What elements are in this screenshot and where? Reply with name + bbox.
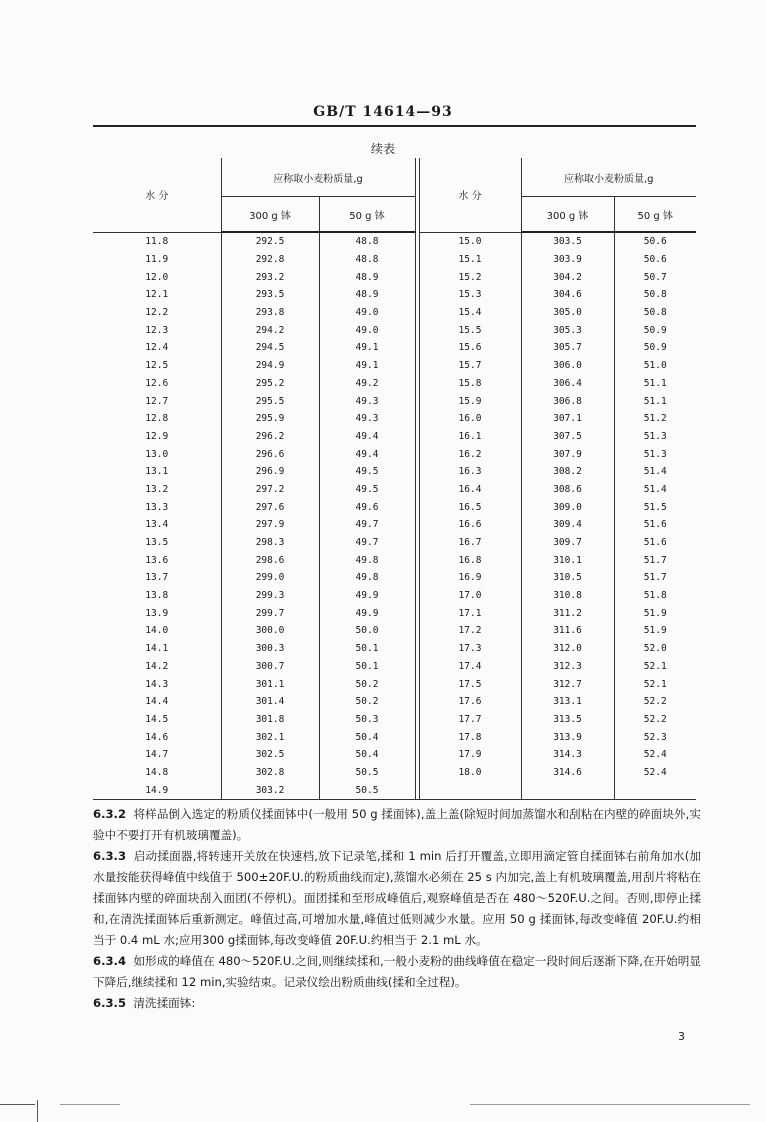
cell-water-right: 17.4 (419, 658, 521, 676)
cell-weight-300g-right: 306.8 (521, 392, 614, 410)
cell-weight-50g-right: 52.0 (643, 643, 667, 655)
cell-weight-300g-right: 306.0 (521, 357, 614, 375)
cell-water-left: 12.0 (93, 268, 221, 286)
table-row (93, 251, 696, 269)
cell-weight-50g-right: 51.6 (643, 537, 667, 549)
cell-water-right: 17.0 (419, 587, 521, 605)
cell-weight-300g-left: 302.8 (221, 764, 319, 782)
cell-weight-300g-right (521, 781, 614, 799)
cell-weight-50g-left: 49.2 (355, 377, 379, 389)
cell-weight-300g-right: 304.2 (521, 268, 614, 286)
cell-weight-300g-right: 314.3 (521, 746, 614, 764)
cell-water-left: 12.2 (93, 304, 221, 322)
cell-weight-300g-left: 297.6 (221, 498, 319, 516)
cell-weight-300g-left: 297.2 (221, 481, 319, 499)
cell-weight-50g-right: 52.2 (643, 713, 667, 725)
cell-weight-300g-left: 293.2 (221, 268, 319, 286)
cell-weight-300g-left: 296.2 (221, 428, 319, 446)
cell-weight-50g-right (614, 781, 696, 799)
cell-water-right: 17.8 (419, 728, 521, 746)
cell-weight-300g-left: 299.0 (221, 569, 319, 587)
cell-weight-50g-left: 49.5 (355, 483, 379, 495)
table-row (93, 604, 696, 622)
cell-weight-50g-left: 49.8 (355, 572, 379, 584)
cell-weight-300g-right: 305.7 (521, 339, 614, 357)
cell-water-right (419, 781, 521, 799)
cell-weight-50g-right: 51.1 (643, 377, 667, 389)
cell-weight-300g-right: 307.9 (521, 445, 614, 463)
cell-weight-300g-left: 293.5 (221, 286, 319, 304)
cell-weight-50g-left: 49.6 (355, 501, 379, 513)
cell-weight-50g-left: 49.9 (355, 590, 379, 602)
cell-water-right: 16.3 (419, 463, 521, 481)
cell-weight-50g-left: 49.5 (355, 466, 379, 478)
cell-water-left: 12.4 (93, 339, 221, 357)
cell-weight-50g-left: 49.1 (355, 360, 379, 372)
table-row (93, 339, 696, 357)
cell-weight-300g-right: 303.9 (521, 251, 614, 269)
cell-water-left: 13.5 (93, 534, 221, 552)
cell-water-left: 13.2 (93, 481, 221, 499)
cell-water-right: 16.6 (419, 516, 521, 534)
cell-weight-300g-right: 304.6 (521, 286, 614, 304)
cell-water-left: 13.0 (93, 445, 221, 463)
cell-water-left: 12.6 (93, 375, 221, 393)
table-row (93, 746, 696, 764)
cell-water-left: 12.1 (93, 286, 221, 304)
cell-weight-300g-left: 299.7 (221, 604, 319, 622)
cell-weight-50g-right: 51.8 (643, 590, 667, 602)
cell-weight-300g-right: 307.5 (521, 428, 614, 446)
cell-weight-50g-left: 50.1 (355, 660, 379, 672)
cell-water-right: 17.5 (419, 675, 521, 693)
cell-weight-300g-left: 295.2 (221, 375, 319, 393)
cell-weight-50g-left: 49.1 (355, 342, 379, 354)
cell-weight-50g-left: 49.3 (355, 395, 379, 407)
cell-weight-50g-right: 51.0 (643, 360, 667, 372)
cell-water-left: 13.4 (93, 516, 221, 534)
cell-water-right: 15.6 (419, 339, 521, 357)
cell-water-right: 16.8 (419, 551, 521, 569)
cell-weight-300g-right: 310.1 (521, 551, 614, 569)
section-text: 清洗揉面钵: (133, 996, 196, 1010)
table-row (93, 410, 696, 428)
cell-weight-50g-left: 48.8 (355, 254, 379, 266)
cell-weight-50g-left: 50.3 (355, 713, 379, 725)
cell-water-left: 14.6 (93, 728, 221, 746)
cell-weight-50g-right: 51.6 (643, 519, 667, 531)
cell-weight-300g-left: 295.5 (221, 392, 319, 410)
cell-weight-300g-left: 294.5 (221, 339, 319, 357)
section-text: 将样品倒入选定的粉质仪揉面钵中(一般用 50 g 揉面钵),盖上盖(除短时间加蒸馏水和刮粘在内壁的碎面块外,实验中不要打开有机玻璃覆盖)。 (93, 807, 701, 842)
table-row (93, 569, 696, 587)
cell-weight-300g-right: 312.0 (521, 640, 614, 658)
cell-weight-50g-right: 52.1 (643, 678, 667, 690)
section-number: 6.3.4 (93, 954, 127, 968)
table-caption: 续表 (370, 142, 395, 156)
cell-water-left: 12.5 (93, 357, 221, 375)
cell-weight-50g-right: 51.9 (643, 607, 667, 619)
cell-weight-300g-right: 309.0 (521, 498, 614, 516)
header-rule (93, 125, 696, 127)
cell-water-right: 15.2 (419, 268, 521, 286)
cell-water-left: 12.7 (93, 392, 221, 410)
cell-weight-50g-right: 50.7 (643, 271, 667, 283)
table-row (93, 516, 696, 534)
cell-weight-300g-left: 295.9 (221, 410, 319, 428)
table-row (93, 463, 696, 481)
cell-weight-50g-left: 49.3 (355, 413, 379, 425)
table-row (93, 481, 696, 499)
table-row (93, 764, 696, 782)
cell-weight-50g-right: 50.8 (643, 289, 667, 301)
cell-water-right: 16.9 (419, 569, 521, 587)
cell-weight-50g-right: 50.6 (643, 236, 667, 248)
cell-weight-50g-left: 50.2 (355, 696, 379, 708)
cell-weight-50g-right: 52.2 (643, 696, 667, 708)
cell-water-left: 13.9 (93, 604, 221, 622)
cell-water-right: 18.0 (419, 764, 521, 782)
cell-weight-50g-right: 51.1 (643, 395, 667, 407)
cell-water-right: 16.7 (419, 534, 521, 552)
table-row (93, 392, 696, 410)
col-50g-right: 50 g 钵 (614, 197, 696, 233)
cell-weight-50g-left: 50.5 (319, 781, 415, 799)
cell-water-right: 15.8 (419, 375, 521, 393)
cell-weight-300g-left: 300.0 (221, 622, 319, 640)
cell-weight-300g-left: 299.3 (221, 587, 319, 605)
cell-weight-50g-left: 50.2 (355, 678, 379, 690)
cell-water-left: 11.8 (93, 232, 221, 251)
section-6-3-5 (93, 993, 701, 1014)
cell-water-left: 12.3 (93, 321, 221, 339)
cell-weight-50g-left: 50.4 (355, 731, 379, 743)
cell-weight-300g-left: 292.8 (221, 251, 319, 269)
cell-weight-50g-right: 52.4 (643, 749, 667, 761)
table-row (93, 357, 696, 375)
scan-artifact-tick (37, 1100, 38, 1122)
cell-weight-300g-right: 313.9 (521, 728, 614, 746)
table-row (93, 445, 696, 463)
cell-water-right: 16.4 (419, 481, 521, 499)
cell-weight-50g-left: 49.0 (355, 307, 379, 319)
scan-artifact-line (470, 1104, 750, 1105)
cell-weight-300g-right: 313.1 (521, 693, 614, 711)
table-row (93, 587, 696, 605)
cell-water-right: 17.7 (419, 711, 521, 729)
cell-weight-300g-right: 310.8 (521, 587, 614, 605)
section-number: 6.3.2 (93, 807, 127, 821)
section-number: 6.3.5 (93, 996, 127, 1010)
scan-artifact-line (60, 1104, 120, 1105)
table-row (93, 711, 696, 729)
cell-weight-50g-left: 48.9 (355, 271, 379, 283)
cell-weight-50g-left: 50.1 (355, 643, 379, 655)
section-number: 6.3.3 (93, 849, 127, 863)
cell-weight-300g-right: 305.3 (521, 321, 614, 339)
table-row (93, 268, 696, 286)
cell-water-left: 14.2 (93, 658, 221, 676)
table-row (93, 534, 696, 552)
col-300g-right: 300 g 钵 (521, 197, 614, 233)
cell-weight-50g-right: 52.1 (643, 660, 667, 672)
cell-water-left: 14.4 (93, 693, 221, 711)
cell-weight-300g-right: 312.3 (521, 658, 614, 676)
cell-weight-50g-left: 49.0 (355, 324, 379, 336)
cell-water-left: 14.0 (93, 622, 221, 640)
cell-weight-50g-right: 51.3 (643, 448, 667, 460)
col-300g-left: 300 g 钵 (221, 197, 319, 233)
water-header-right: 水 分 (419, 158, 521, 232)
cell-water-right: 15.9 (419, 392, 521, 410)
cell-weight-300g-left: 296.9 (221, 463, 319, 481)
cell-weight-300g-right: 305.0 (521, 304, 614, 322)
cell-weight-50g-left: 49.4 (355, 448, 379, 460)
cell-weight-50g-left: 49.7 (355, 537, 379, 549)
cell-water-right: 17.1 (419, 604, 521, 622)
col-50g-left: 50 g 钵 (319, 197, 415, 233)
cell-water-left: 14.7 (93, 746, 221, 764)
cell-weight-50g-right: 50.6 (643, 254, 667, 266)
cell-water-right: 17.6 (419, 693, 521, 711)
cell-weight-300g-left: 301.8 (221, 711, 319, 729)
cell-water-right: 16.1 (419, 428, 521, 446)
cell-water-right: 15.3 (419, 286, 521, 304)
cell-weight-300g-left: 301.1 (221, 675, 319, 693)
cell-water-left: 13.8 (93, 587, 221, 605)
cell-weight-300g-right: 313.5 (521, 711, 614, 729)
table-row (93, 551, 696, 569)
cell-weight-300g-left: 303.2 (221, 781, 319, 799)
cell-weight-50g-right: 52.3 (643, 731, 667, 743)
cell-water-left: 13.7 (93, 569, 221, 587)
cell-weight-50g-right: 52.4 (643, 766, 667, 778)
cell-weight-300g-right: 310.5 (521, 569, 614, 587)
moisture-weight-table (93, 158, 696, 800)
cell-weight-300g-right: 308.2 (521, 463, 614, 481)
cell-weight-300g-right: 309.4 (521, 516, 614, 534)
cell-weight-300g-left: 298.3 (221, 534, 319, 552)
page-number: 3 (678, 1030, 685, 1043)
section-text: 如形成的峰值在 480～520F.U.之间,则继续揉和,一般小麦粉的曲线峰值在稳定一段时间后逐渐下降,在开始明显下降后,继续揉和 12 min,实验结束。记录仪绘出粉质曲线(揉和全过程)。 (93, 954, 701, 989)
cell-water-left: 13.1 (93, 463, 221, 481)
cell-water-right: 16.5 (419, 498, 521, 516)
cell-water-right: 15.4 (419, 304, 521, 322)
table-row (93, 781, 696, 799)
cell-weight-50g-left: 50.4 (355, 749, 379, 761)
cell-weight-50g-right: 51.7 (643, 554, 667, 566)
section-6-3-2 (93, 804, 701, 846)
cell-weight-300g-right: 314.6 (521, 764, 614, 782)
cell-weight-300g-left: 300.3 (221, 640, 319, 658)
cell-water-left: 12.8 (93, 410, 221, 428)
cell-weight-300g-right: 306.4 (521, 375, 614, 393)
procedure-text (93, 804, 701, 1014)
table-row (93, 375, 696, 393)
cell-weight-50g-left: 48.8 (355, 236, 379, 248)
cell-water-left: 14.1 (93, 640, 221, 658)
cell-water-right: 17.9 (419, 746, 521, 764)
weight-group-header-left: 应称取小麦粉质量,g (221, 158, 415, 197)
cell-water-right: 15.5 (419, 321, 521, 339)
table-row (93, 622, 696, 640)
table-row (93, 658, 696, 676)
cell-water-right: 15.0 (419, 232, 521, 251)
cell-weight-300g-left: 292.5 (221, 232, 319, 251)
cell-water-right: 17.2 (419, 622, 521, 640)
cell-weight-50g-right: 51.3 (643, 430, 667, 442)
cell-weight-50g-right: 51.2 (643, 413, 667, 425)
table-row (93, 728, 696, 746)
cell-water-right: 16.0 (419, 410, 521, 428)
cell-weight-300g-left: 296.6 (221, 445, 319, 463)
cell-weight-50g-left: 48.9 (355, 289, 379, 301)
cell-weight-300g-right: 307.1 (521, 410, 614, 428)
table-row (93, 428, 696, 446)
cell-weight-300g-left: 302.1 (221, 728, 319, 746)
cell-weight-300g-left: 294.2 (221, 321, 319, 339)
cell-water-right: 17.3 (419, 640, 521, 658)
cell-water-left: 14.3 (93, 675, 221, 693)
table-row (93, 232, 696, 251)
cell-weight-300g-right: 309.7 (521, 534, 614, 552)
cell-water-right: 16.2 (419, 445, 521, 463)
cell-weight-300g-left: 298.6 (221, 551, 319, 569)
scan-artifact-line (0, 1104, 35, 1105)
cell-water-left: 14.5 (93, 711, 221, 729)
cell-water-right: 15.7 (419, 357, 521, 375)
document-header: GB/T 14614—93 (313, 104, 453, 120)
cell-weight-50g-left: 49.8 (355, 554, 379, 566)
cell-weight-50g-left: 50.5 (355, 766, 379, 778)
table-row (93, 321, 696, 339)
table-row (93, 640, 696, 658)
cell-weight-50g-right: 50.9 (643, 342, 667, 354)
cell-weight-300g-left: 293.8 (221, 304, 319, 322)
section-text: 启动揉面器,将转速开关放在快速档,放下记录笔,揉和 1 min 后打开覆盖,立即用滴定管自揉面钵右前角加水(加水量按能获得峰值中线值于 500±20F.U.的粉质曲线而定),蒸馏水必须在 25 s 内加完,盖上有机玻璃覆盖,用刮片将粘在揉面钵内壁的碎面块刮入面团(不停机)。面团揉和至形成峰值后,观察峰值是否在 480～520F.U.之间。否则,即停止揉和,在清洗揉面钵后重新测定。峰值过高,可增加水量,峰值过低则减少水量。应用 50 g 揉面钵,每改变峰值 20F.U.约相当于 0.4 mL 水;应用300 g揉面钵,每改变峰值 20F.U.约相当于 2.1 mL 水。 (93, 849, 701, 947)
cell-water-left: 13.3 (93, 498, 221, 516)
cell-weight-50g-left: 50.0 (355, 625, 379, 637)
cell-water-right: 15.1 (419, 251, 521, 269)
cell-weight-50g-right: 51.5 (643, 501, 667, 513)
table-row (93, 675, 696, 693)
cell-weight-300g-left: 300.7 (221, 658, 319, 676)
cell-weight-50g-right: 51.4 (643, 483, 667, 495)
cell-weight-300g-right: 312.7 (521, 675, 614, 693)
table-row (93, 286, 696, 304)
cell-weight-300g-left: 294.9 (221, 357, 319, 375)
cell-water-left: 14.8 (93, 764, 221, 782)
cell-weight-300g-right: 311.2 (521, 604, 614, 622)
cell-water-left: 13.6 (93, 551, 221, 569)
table-row (93, 693, 696, 711)
cell-weight-50g-left: 49.4 (355, 430, 379, 442)
cell-weight-50g-right: 50.8 (643, 307, 667, 319)
cell-weight-50g-right: 51.4 (643, 466, 667, 478)
cell-weight-50g-right: 51.9 (643, 625, 667, 637)
cell-water-left: 12.9 (93, 428, 221, 446)
cell-weight-300g-left: 302.5 (221, 746, 319, 764)
cell-weight-50g-right: 51.7 (643, 572, 667, 584)
table-row (93, 498, 696, 516)
cell-weight-50g-left: 49.7 (355, 519, 379, 531)
cell-water-left: 14.9 (93, 781, 221, 799)
section-6-3-3 (93, 846, 701, 951)
weight-group-header-right: 应称取小麦粉质量,g (521, 158, 696, 197)
water-header-left: 水 分 (93, 158, 221, 232)
table-row (93, 304, 696, 322)
cell-weight-50g-right: 50.9 (643, 324, 667, 336)
cell-weight-300g-left: 301.4 (221, 693, 319, 711)
cell-weight-300g-right: 311.6 (521, 622, 614, 640)
cell-weight-50g-left: 49.9 (355, 607, 379, 619)
cell-weight-300g-right: 303.5 (521, 232, 614, 251)
section-6-3-4 (93, 951, 701, 993)
cell-weight-300g-left: 297.9 (221, 516, 319, 534)
cell-water-left: 11.9 (93, 251, 221, 269)
cell-weight-300g-right: 308.6 (521, 481, 614, 499)
